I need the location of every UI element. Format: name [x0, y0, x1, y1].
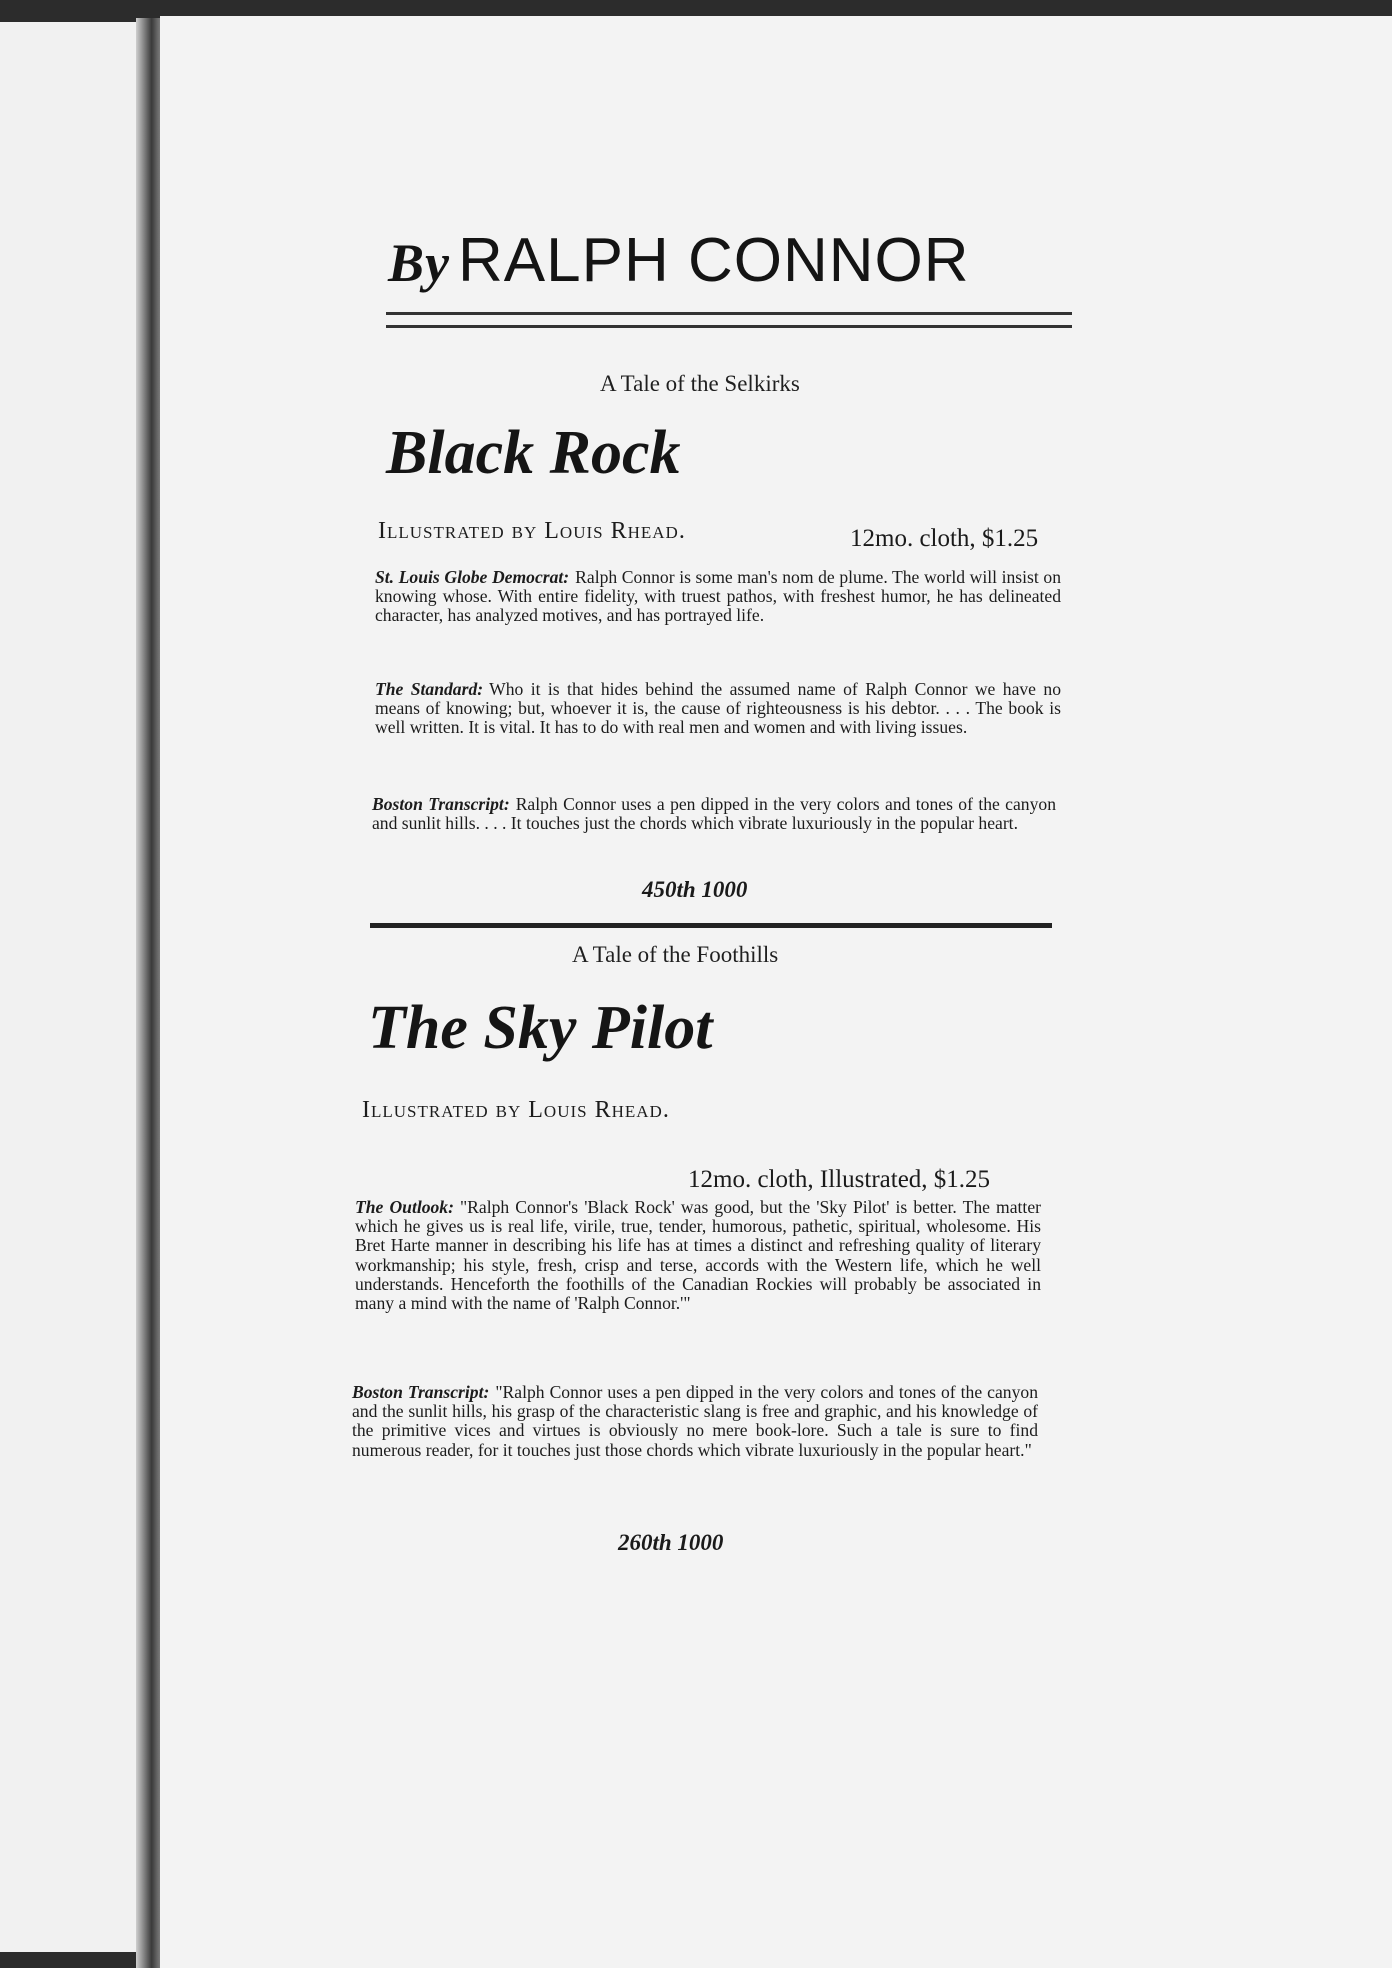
book-2-illustrated-text: Illustrated by Louis Rhead.: [362, 1097, 670, 1123]
book-2-title: The Sky Pilot: [368, 994, 713, 1062]
section-rule: [370, 923, 1052, 928]
review-source: St. Louis Globe Democrat:: [375, 567, 570, 587]
book-2-sales: 260th 1000: [618, 1530, 724, 1555]
book-1-price: 12mo. cloth, $1.25: [850, 525, 1039, 552]
page: [160, 16, 1392, 1968]
book-2-review-2: [352, 1383, 1038, 1460]
review-text: Who it is that hides behind the assumed name of Ralph Connor we have no means of knowing; but, whoever it is, the cause of righteousness is his debtor. . . . The book is well written. It is vital. It has to do with real men and women and with living issues.: [375, 679, 1061, 738]
review-source: The Outlook:: [355, 1197, 454, 1217]
book-spine: [136, 18, 162, 1968]
book-1-sales: 450th 1000: [642, 877, 748, 902]
book-1-illustrated-text: Illustrated by Louis Rhead.: [378, 518, 686, 544]
book-2-tale: A Tale of the Foothills: [572, 942, 779, 967]
double-rule: [386, 312, 1072, 328]
review-source: The Standard:: [375, 679, 484, 699]
book-2-illustrated: [362, 1097, 670, 1124]
book-1-title: Black Rock: [386, 419, 681, 487]
left-page-edge: [0, 22, 150, 1952]
book-1-tale: A Tale of the Selkirks: [600, 371, 800, 396]
review-text: Ralph Connor uses a pen dipped in the very colors and tones of the canyon and sunlit hills. . . . It touches just the chords which vibrate luxuriously in the popular heart.: [372, 794, 1056, 834]
author-heading: [388, 225, 1088, 296]
book-2-price: 12mo. cloth, Illustrated, $1.25: [688, 1166, 991, 1193]
review-source: Boston Transcript:: [372, 794, 510, 814]
review-text: "Ralph Connor uses a pen dipped in the very colors and tones of the canyon and the sunlit hills, his grasp of the characteristic slang is free and graphic, and his knowledge of the primitive vices and virtues is obviously no mere book-lore. Such a tale is sure to find numerous reader, for it touches just those chords which vibrate luxuriously in the popular heart.": [352, 1382, 1038, 1460]
review-text: Ralph Connor is some man's nom de plume. The world will insist on knowing whose. With entire fidelity, with truest pathos, with freshest humor, he has delineated character, has analyzed motives, and has portrayed life.: [375, 567, 1061, 626]
book-2-review-1: [355, 1198, 1041, 1313]
author-by: By: [388, 233, 450, 293]
book-1-review-3: [372, 795, 1056, 833]
book-1-review-2: [375, 680, 1061, 738]
author-name: RALPH CONNOR: [458, 226, 970, 295]
review-source: Boston Transcript:: [352, 1382, 490, 1402]
review-text: "Ralph Connor's 'Black Rock' was good, but the 'Sky Pilot' is better. The matter which he gives us is real life, virile, true, tender, humorous, pathetic, spiritual, wholesome. His Bret Harte manner in describing his life has at times a distinct and refreshing quality of literary workmanship; his style, fresh, crisp and terse, accords with the Western life, which he well understands. Henceforth the foothills of the Canadian Rockies will probably be associated in many a mind with the name of 'Ralph Connor.'": [355, 1197, 1041, 1314]
book-1-review-1: [375, 568, 1061, 626]
book-1-illustrated: [378, 518, 686, 545]
